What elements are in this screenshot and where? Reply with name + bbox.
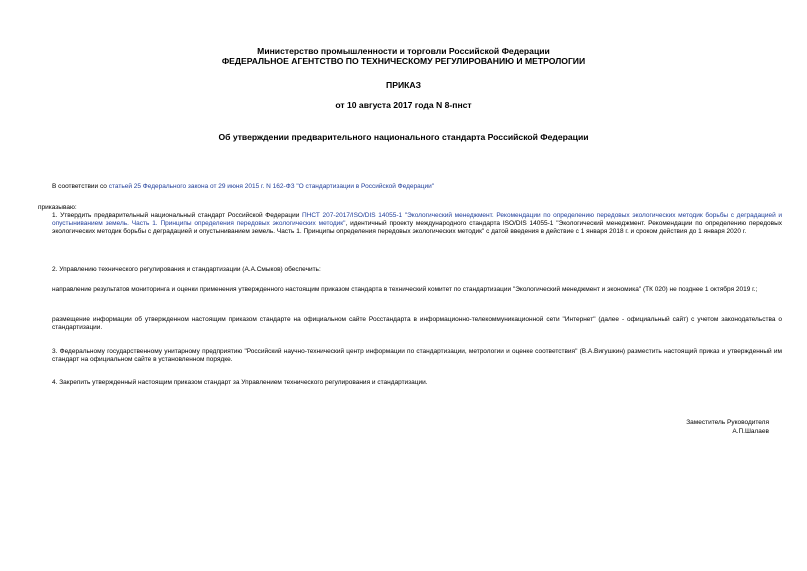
preamble-prefix: В соответствии со <box>52 183 109 190</box>
document-type: ПРИКАЗ <box>386 80 421 90</box>
standard-link[interactable]: ПНСТ 207-2017/ISO/DIS 14055-1 "Экологический менеджмент. Рекомендации по определению передовых экологических методик борьбы с деградацией и опустыниванием земель. Часть 1. Принципы определения передовых экологических методик" <box>52 212 782 228</box>
item-1-prefix: 1. Утвердить предварительный национальный стандарт Российской Федерации <box>52 212 303 219</box>
agency-heading: ФЕДЕРАЛЬНОЕ АГЕНТСТВО ПО ТЕХНИЧЕСКОМУ РЕГУЛИРОВАНИЮ И МЕТРОЛОГИИ <box>221 56 586 66</box>
item-1-paragraph <box>38 212 782 237</box>
preamble-paragraph <box>38 183 782 191</box>
order-word: приказываю: <box>38 204 77 211</box>
document-date-number: от 10 августа 2017 года N 8-пнст <box>335 100 472 110</box>
item-2-paragraph: 2. Управлению технического регулирования и стандартизации (А.А.Смыков) обеспечить: <box>52 266 321 273</box>
signatory-name: А.П.Шалаев <box>732 428 769 435</box>
item-4-paragraph: 4. Закрепить утвержденный настоящим приказом стандарт за Управлением технического регулирования и стандартизации. <box>52 379 428 386</box>
federal-law-link[interactable]: статьей 25 Федерального закона от 29 июня 2015 г. N 162-ФЗ "О стандартизации в Российской Федерации" <box>108 183 435 190</box>
signatory-position: Заместитель Руководителя <box>686 419 769 426</box>
document-title: Об утверждении предварительного национального стандарта Российской Федерации <box>218 132 589 142</box>
item-3-paragraph: 3. Федеральному государственному унитарному предприятию "Российский научно-технический центр информации по стандартизации, метрологии и оценке соответствия" (В.А.Вигушкин) разместить настоящий приказ и утвержденный им стандарт на официальном сайте в установленном порядке. <box>52 348 782 364</box>
item-2b-paragraph: размещение информации об утвержденном настоящим приказом стандарте на официальном сайте Росстандарта в информационно-телекоммуникационной сети "Интернет" (далее - официальный сайт) с учетом законодательства о стандартизации. <box>52 316 782 332</box>
ministry-heading: Министерство промышленности и торговли Российской Федерации <box>257 46 550 56</box>
item-1-suffix: , идентичный проекту международного стандарта ISO/DIS 14055-1 "Экологический менеджмент. Рекомендации по определению передовых экологических методик борьбы с деградацией и опустыниванием земель. Часть 1. Принципы определения передовых экологических методик" с датой введения в действие с 1 января 2018 г. и сроком действия до 1 января 2020 г. <box>52 220 782 236</box>
item-2a-paragraph: направление результатов мониторинга и оценки применения утвержденного настоящим приказом стандарта в технический комитет по стандартизации "Экологический менеджмент и экономика" (ТК 020) не позднее 1 октября 2019 г.; <box>52 286 758 293</box>
signature-block <box>686 418 769 436</box>
